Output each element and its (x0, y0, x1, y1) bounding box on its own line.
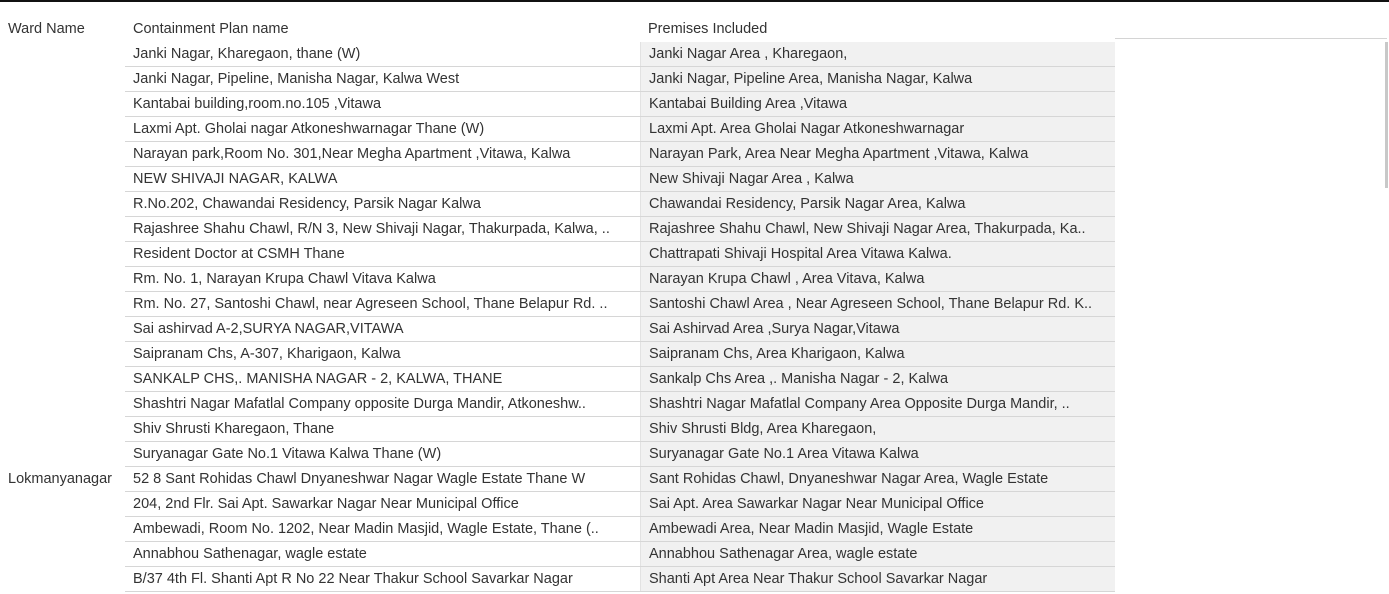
containment-plan-cell[interactable]: B/37 4th Fl. Shanti Apt R No 22 Near Thakur School Savarkar Nagar (133, 571, 573, 587)
containment-plan-cell[interactable]: Saipranam Chs, A-307, Kharigaon, Kalwa (133, 346, 401, 362)
premises-cell[interactable]: Sai Apt. Area Sawarkar Nagar Near Municipal Office (640, 492, 1115, 516)
containment-plan-cell[interactable]: Janki Nagar, Kharegaon, thane (W) (133, 46, 361, 62)
table-row[interactable] (125, 417, 1115, 442)
column-header-containment-plan-name[interactable]: Containment Plan name (133, 21, 289, 37)
premises-cell[interactable]: Sant Rohidas Chawl, Dnyaneshwar Nagar Area, Wagle Estate (640, 467, 1115, 491)
table-row[interactable] (125, 492, 1115, 517)
table-row[interactable] (125, 292, 1115, 317)
premises-cell[interactable]: Laxmi Apt. Area Gholai Nagar Atkoneshwarnagar (640, 117, 1115, 141)
vertical-scrollbar[interactable] (1385, 42, 1388, 188)
containment-plan-cell[interactable]: Kantabai building,room.no.105 ,Vitawa (133, 96, 382, 112)
table-row[interactable] (125, 242, 1115, 267)
header-divider (1115, 38, 1387, 39)
premises-cell[interactable]: Narayan Krupa Chawl , Area Vitava, Kalwa (640, 267, 1115, 291)
row-divider (125, 591, 1115, 592)
containment-plan-cell[interactable]: Suryanagar Gate No.1 Vitawa Kalwa Thane (W) (133, 446, 442, 462)
top-border (0, 0, 1389, 2)
ward-name-label[interactable]: Lokmanyanagar (8, 471, 112, 487)
table-row[interactable] (125, 442, 1115, 467)
premises-cell[interactable]: Suryanagar Gate No.1 Area Vitawa Kalwa (640, 442, 1115, 466)
containment-plan-cell[interactable]: NEW SHIVAJI NAGAR, KALWA (133, 171, 338, 187)
table-row[interactable] (125, 192, 1115, 217)
premises-cell[interactable]: Sankalp Chs Area ,. Manisha Nagar - 2, Kalwa (640, 367, 1115, 391)
containment-plan-cell[interactable]: Resident Doctor at CSMH Thane (133, 246, 345, 262)
premises-cell[interactable]: Narayan Park, Area Near Megha Apartment ,Vitawa, Kalwa (640, 142, 1115, 166)
containment-plan-cell[interactable]: SANKALP CHS,. MANISHA NAGAR - 2, KALWA, THANE (133, 371, 503, 387)
column-header-ward-name[interactable]: Ward Name (8, 21, 85, 37)
containment-plan-cell[interactable]: Rm. No. 27, Santoshi Chawl, near Agreseen School, Thane Belapur Rd. .. (133, 296, 608, 312)
premises-cell[interactable]: Chattrapati Shivaji Hospital Area Vitawa Kalwa. (640, 242, 1115, 266)
table-row[interactable] (125, 167, 1115, 192)
table-row[interactable] (125, 467, 1115, 492)
table-row[interactable] (125, 92, 1115, 117)
table-row[interactable] (125, 217, 1115, 242)
table-row[interactable] (125, 342, 1115, 367)
premises-cell[interactable]: Annabhou Sathenagar Area, wagle estate (640, 542, 1115, 566)
containment-plan-cell[interactable]: Janki Nagar, Pipeline, Manisha Nagar, Kalwa West (133, 71, 460, 87)
containment-plan-cell[interactable]: Shiv Shrusti Kharegaon, Thane (133, 421, 335, 437)
premises-cell[interactable]: Ambewadi Area, Near Madin Masjid, Wagle Estate (640, 517, 1115, 541)
premises-cell[interactable]: Shanti Apt Area Near Thakur School Savarkar Nagar (640, 567, 1115, 591)
premises-cell[interactable]: Saipranam Chs, Area Kharigaon, Kalwa (640, 342, 1115, 366)
table-row[interactable] (125, 267, 1115, 292)
premises-cell[interactable]: Janki Nagar Area , Kharegaon, (640, 42, 1115, 66)
containment-plan-cell[interactable]: Annabhou Sathenagar, wagle estate (133, 546, 367, 562)
table-row[interactable] (125, 542, 1115, 567)
containment-plan-cell[interactable]: Shashtri Nagar Mafatlal Company opposite Durga Mandir, Atkoneshw.. (133, 396, 586, 412)
table-row[interactable] (125, 517, 1115, 542)
containment-plan-cell[interactable]: Ambewadi, Room No. 1202, Near Madin Masjid, Wagle Estate, Thane (.. (133, 521, 599, 537)
premises-cell[interactable]: Rajashree Shahu Chawl, New Shivaji Nagar Area, Thakurpada, Ka.. (640, 217, 1115, 241)
premises-cell[interactable]: Shashtri Nagar Mafatlal Company Area Opposite Durga Mandir, .. (640, 392, 1115, 416)
table-row[interactable] (125, 142, 1115, 167)
containment-plan-cell[interactable]: R.No.202, Chawandai Residency, Parsik Nagar Kalwa (133, 196, 481, 212)
containment-plan-cell[interactable]: 204, 2nd Flr. Sai Apt. Sawarkar Nagar Near Municipal Office (133, 496, 519, 512)
containment-plan-cell[interactable]: Narayan park,Room No. 301,Near Megha Apartment ,Vitawa, Kalwa (133, 146, 571, 162)
table-row[interactable] (125, 367, 1115, 392)
column-header-premises-included[interactable]: Premises Included (648, 21, 768, 37)
containment-plan-cell[interactable]: Sai ashirvad A-2,SURYA NAGAR,VITAWA (133, 321, 404, 337)
premises-cell[interactable]: New Shivaji Nagar Area , Kalwa (640, 167, 1115, 191)
table-row[interactable] (125, 42, 1115, 67)
containment-plan-cell[interactable]: Laxmi Apt. Gholai nagar Atkoneshwarnagar Thane (W) (133, 121, 485, 137)
table-row[interactable] (125, 317, 1115, 342)
premises-cell[interactable]: Janki Nagar, Pipeline Area, Manisha Nagar, Kalwa (640, 67, 1115, 91)
premises-cell[interactable]: Shiv Shrusti Bldg, Area Kharegaon, (640, 417, 1115, 441)
table-row[interactable] (125, 567, 1115, 592)
table-row[interactable] (125, 67, 1115, 92)
table-row[interactable] (125, 392, 1115, 417)
premises-cell[interactable]: Chawandai Residency, Parsik Nagar Area, Kalwa (640, 192, 1115, 216)
containment-plan-cell[interactable]: 52 8 Sant Rohidas Chawl Dnyaneshwar Nagar Wagle Estate Thane W (133, 471, 586, 487)
premises-cell[interactable]: Sai Ashirvad Area ,Surya Nagar,Vitawa (640, 317, 1115, 341)
containment-plan-cell[interactable]: Rm. No. 1, Narayan Krupa Chawl Vitava Kalwa (133, 271, 436, 287)
table-row[interactable] (125, 117, 1115, 142)
containment-plan-cell[interactable]: Rajashree Shahu Chawl, R/N 3, New Shivaji Nagar, Thakurpada, Kalwa, .. (133, 221, 610, 237)
premises-cell[interactable]: Kantabai Building Area ,Vitawa (640, 92, 1115, 116)
premises-cell[interactable]: Santoshi Chawl Area , Near Agreseen School, Thane Belapur Rd. K.. (640, 292, 1115, 316)
